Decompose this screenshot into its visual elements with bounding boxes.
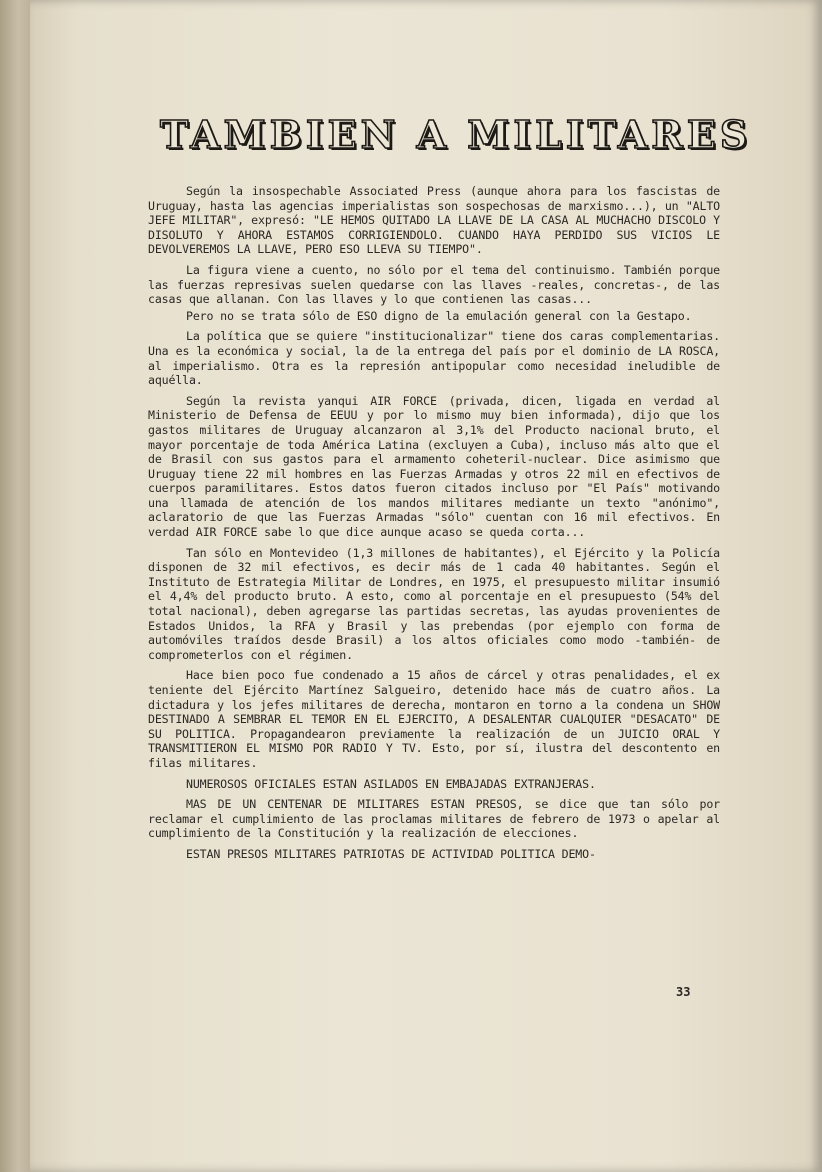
paragraph-6: Tan sólo en Montevideo (1,3 millones de habitantes), el Ejército y la Policía disponen de 32 mil efectivos, es decir más de 1 cada 40 habitantes. Según el Instituto de Estrategia Militar de Londres, en 1975, el presupuesto militar insumió el 4,4% del producto bruto. A esto, como al porcentaje en el presupuesto (54% del total nacional), deben agregarse las partidas secretas, las ayudas provenientes de Estados Unidos, la RFA y Brasil y las prebendas (por ejemplo con forma de automóviles traídos desde Brasil) a los altos oficiales como modo -también- de comprometerlos con el régimen. — [148, 545, 720, 662]
paragraph-4: La política que se quiere "institucionalizar" tiene dos caras complementarias. Una es la económica y social, la de la entrega del país por el dominio de LA ROSCA, al imperialismo. Otra es la represión antipopular como necesidad ineludible de aquélla. — [148, 329, 720, 388]
page-number: 33 — [676, 985, 691, 999]
paragraph-7: Hace bien poco fue condenado a 15 años de cárcel y otras penalidades, el ex teniente del Ejército Martínez Salgueiro, detenido hace más de cuatro años. La dictadura y los jefes militares de derecha, montaron en torno a la condena un SHOW DESTINADO A SEMBRAR EL TEMOR EN EL EJERCITO, A DESALENTAR CUALQUIER "DESACATO" DE SU POLITICA. Propagandearon previamente la realización de un JUICIO ORAL Y TRANSMITIERON EL MISMO POR RADIO Y TV. Esto, por sí, ilustra del descontento en filas militares. — [148, 668, 720, 770]
paragraph-5: Según la revista yanqui AIR FORCE (privada, dicen, ligada en verdad al Ministerio de Defensa de EEUU y por lo mismo muy bien informada), dijo que los gastos militares de Uruguay alcanzaron al 3,1% del Producto nacional bruto, el mayor porcentaje de toda América Latina (excluyen a Cuba), incluso más alto que el de Brasil con sus gastos para el armamento coheteril-nuclear. Dice asimismo que Uruguay tiene 22 mil hombres en las Fuerzas Armadas y otros 22 mil en efectivos de cuerpos paramilitares. Estos datos fueron citados incluso por "El País" motivando una llamada de atención de los mandos militares mediante un texto "anónimo", aclaratorio de que las Fuerzas Armadas "sólo" cuentan con 16 mil efectivos. En verdad AIR FORCE sabe lo que dice aunque acaso se queda corta... — [148, 393, 720, 540]
page-title: TAMBIEN A MILITARES — [160, 112, 752, 157]
paragraph-9: MAS DE UN CENTENAR DE MILITARES ESTAN PRESOS, se dice que tan sólo por reclamar el cumplimiento de las proclamas militares de febrero de 1973 o apelar al cumplimiento de la Constitución y la realización de elecciones. — [148, 797, 720, 841]
paragraph-10: ESTAN PRESOS MILITARES PATRIOTAS DE ACTIVIDAD POLITICA DEMO- — [186, 846, 596, 861]
paragraph-8: NUMEROSOS OFICIALES ESTAN ASILADOS EN EMBAJADAS EXTRANJERAS. — [186, 776, 596, 791]
paragraph-2: La figura viene a cuento, no sólo por el tema del continuismo. También porque las fuerzas represivas suelen quedarse con las llaves -reales, concretas-, de las casas que allanan. Con las llaves y lo que contienen las casas... — [148, 262, 720, 307]
article-body — [148, 184, 720, 868]
paragraph-3: Pero no se trata sólo de ESO digno de la emulación general con la Gestapo. — [186, 308, 692, 323]
book-spine — [0, 0, 30, 1172]
paragraph-1: Según la insospechable Associated Press (aunque ahora para los fascistas de Uruguay, hasta las agencias imperialistas son sospechosas de marxismo...), un "ALTO JEFE MILITAR", expresó: "LE HEMOS QUITADO LA LLAVE DE LA CASA AL MUCHACHO DISCOLO Y DISOLUTO Y AHORA ESTAMOS CORRIGIENDOLO. CUANDO HAYA PERDIDO SUS VICIOS LE DEVOLVEREMOS LA LLAVE, PERO ESO LLEVA SU TIEMPO". — [148, 184, 720, 257]
